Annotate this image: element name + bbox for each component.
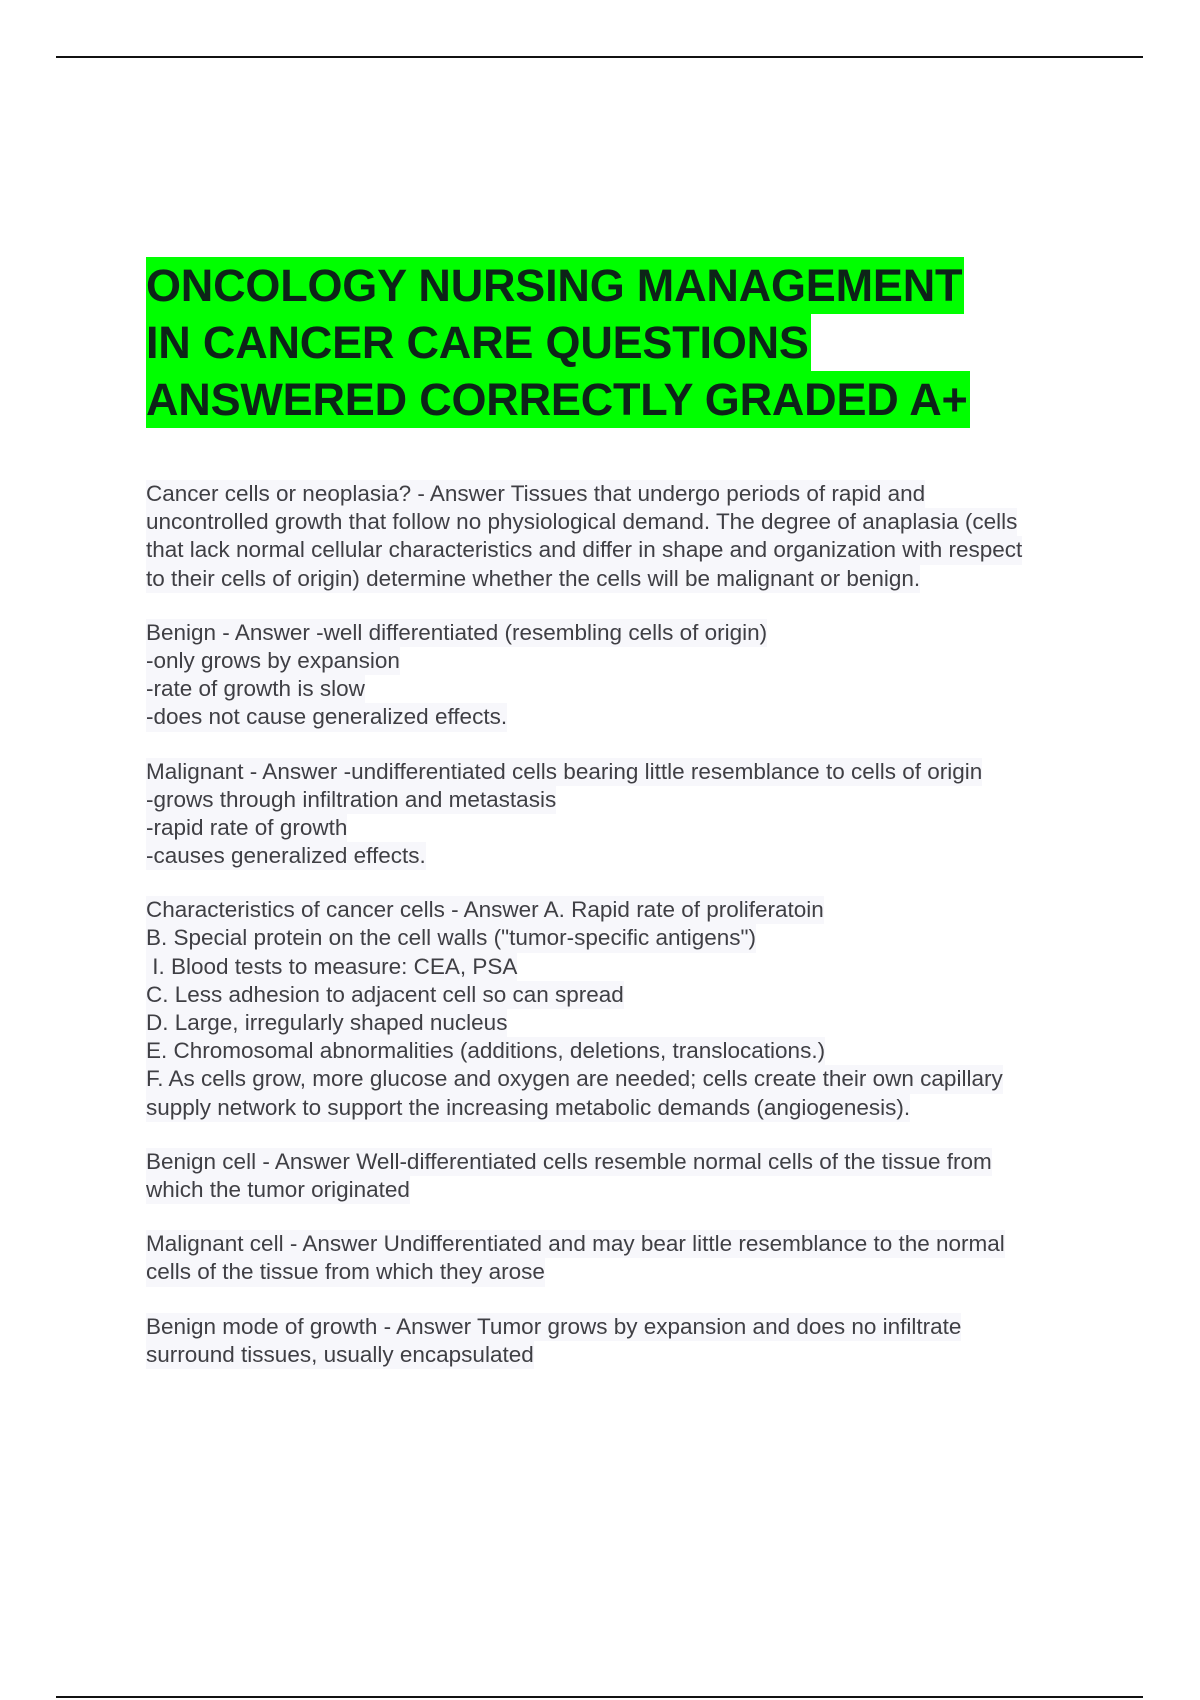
text-line: [146, 1037, 1146, 1065]
title-text: ANSWERED CORRECTLY GRADED A+: [146, 371, 970, 428]
text-line: [146, 814, 1146, 842]
line-text: that lack normal cellular characteristics and differ in shape and organization with respect: [146, 536, 1022, 564]
line-text: Malignant - Answer -undifferentiated cells bearing little resemblance to cells of origin: [146, 758, 982, 786]
text-line: [146, 1341, 1146, 1369]
line-text: D. Large, irregularly shaped nucleus: [146, 1009, 507, 1037]
text-line: [146, 1176, 1146, 1204]
document-body: [146, 480, 1146, 1395]
line-text: Characteristics of cancer cells - Answer A. Rapid rate of proliferatoin: [146, 896, 824, 924]
line-text: -only grows by expansion: [146, 647, 400, 675]
text-line: [146, 647, 1146, 675]
text-line: [146, 1230, 1146, 1258]
line-text: -grows through infiltration and metastasis: [146, 786, 556, 814]
line-text: Cancer cells or neoplasia? - Answer Tissues that undergo periods of rapid and: [146, 480, 925, 508]
line-text: cells of the tissue from which they arose: [146, 1258, 545, 1286]
text-line: [146, 480, 1146, 508]
text-line: [146, 953, 1146, 981]
line-text: B. Special protein on the cell walls ("tumor-specific antigens"): [146, 924, 756, 952]
line-text: to their cells of origin) determine whether the cells will be malignant or benign.: [146, 565, 920, 593]
text-line: [146, 981, 1146, 1009]
line-text: supply network to support the increasing metabolic demands (angiogenesis).: [146, 1094, 910, 1122]
line-text: Malignant cell - Answer Undifferentiated and may bear little resemblance to the normal: [146, 1230, 1005, 1258]
title-line: [146, 371, 970, 428]
line-text: Benign mode of growth - Answer Tumor grows by expansion and does no infiltrate: [146, 1313, 961, 1341]
text-line: [146, 619, 1146, 647]
text-line: [146, 896, 1146, 924]
title-text: IN CANCER CARE QUESTIONS: [146, 314, 811, 371]
qa-paragraph: [146, 758, 1146, 871]
text-line: [146, 1094, 1146, 1122]
line-text: Benign - Answer -well differentiated (resembling cells of origin): [146, 619, 767, 647]
text-line: [146, 536, 1146, 564]
title-line: [146, 257, 970, 314]
text-line: [146, 842, 1146, 870]
text-line: [146, 1148, 1146, 1176]
line-text: -rapid rate of growth: [146, 814, 347, 842]
title-line: [146, 314, 970, 371]
line-text: C. Less adhesion to adjacent cell so can spread: [146, 981, 624, 1009]
text-line: [146, 1009, 1146, 1037]
document-title: [146, 257, 970, 428]
line-text: Benign cell - Answer Well-differentiated cells resemble normal cells of the tissue from: [146, 1148, 992, 1176]
header-rule: [56, 56, 1143, 58]
line-text: -causes generalized effects.: [146, 842, 426, 870]
qa-paragraph: [146, 480, 1146, 593]
line-text: -does not cause generalized effects.: [146, 703, 507, 731]
text-line: [146, 924, 1146, 952]
text-line: [146, 508, 1146, 536]
qa-paragraph: [146, 896, 1146, 1122]
text-line: [146, 786, 1146, 814]
qa-paragraph: [146, 1230, 1146, 1286]
line-text: surround tissues, usually encapsulated: [146, 1341, 534, 1369]
qa-paragraph: [146, 1313, 1146, 1369]
line-text: E. Chromosomal abnormalities (additions, deletions, translocations.): [146, 1037, 825, 1065]
qa-paragraph: [146, 1148, 1146, 1204]
text-line: [146, 1258, 1146, 1286]
text-line: [146, 565, 1146, 593]
footer-rule: [56, 1696, 1143, 1698]
line-text: which the tumor originated: [146, 1176, 410, 1204]
text-line: [146, 1065, 1146, 1093]
text-line: [146, 675, 1146, 703]
text-line: [146, 1313, 1146, 1341]
text-line: [146, 703, 1146, 731]
line-text: -rate of growth is slow: [146, 675, 365, 703]
line-text: F. As cells grow, more glucose and oxygen are needed; cells create their own capillary: [146, 1065, 1003, 1093]
line-text: I. Blood tests to measure: CEA, PSA: [146, 953, 517, 981]
line-text: uncontrolled growth that follow no physiological demand. The degree of anaplasia (cells: [146, 508, 1017, 536]
text-line: [146, 758, 1146, 786]
title-text: ONCOLOGY NURSING MANAGEMENT: [146, 257, 964, 314]
qa-paragraph: [146, 619, 1146, 732]
